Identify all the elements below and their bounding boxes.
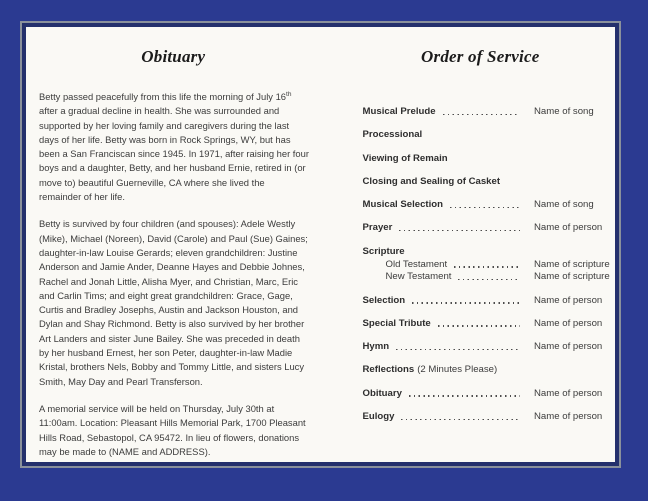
order-of-service-page	[321, 27, 616, 462]
page-border-frame	[20, 21, 621, 468]
dotted-leader	[443, 114, 520, 116]
dotted-leader	[399, 230, 520, 232]
service-item-label: Eulogy	[362, 411, 395, 423]
service-item-note: (2 Minutes Please)	[417, 364, 498, 376]
service-item-value: Name of person	[534, 294, 603, 306]
service-row-musical-selection	[363, 199, 599, 210]
service-row-musical-prelude	[363, 106, 599, 117]
service-row-processional	[363, 129, 599, 140]
service-item-label: Reflections	[362, 364, 415, 376]
service-subrow-new-testament	[385, 271, 610, 283]
order-of-service-list	[362, 106, 610, 423]
service-item-value: Name of person	[534, 387, 603, 399]
service-item-value: Name of person	[534, 222, 603, 234]
service-row-selection	[362, 294, 603, 306]
service-item-value: Name of song	[534, 106, 594, 117]
service-subrow-old-testament	[385, 258, 610, 270]
obituary-body	[39, 90, 309, 459]
service-item-label: Scripture	[362, 245, 405, 257]
service-item-label: Obituary	[362, 387, 402, 399]
dotted-leader	[438, 325, 520, 327]
service-row-viewing-of-remain	[363, 153, 599, 164]
service-item-value: Name of person	[534, 317, 603, 329]
service-row-eulogy	[362, 411, 603, 423]
dotted-leader	[458, 279, 520, 281]
service-item-label: Closing and Sealing of Casket	[362, 175, 501, 187]
service-item-label: Hymn	[362, 341, 390, 353]
service-row-hymn	[362, 341, 603, 353]
service-subitem-label: Old Testament	[385, 258, 448, 270]
obituary-page	[26, 27, 321, 462]
service-row-obituary	[362, 387, 603, 399]
obituary-paragraph-1	[39, 90, 309, 204]
obituary-title: Obituary	[141, 47, 206, 66]
service-row-scripture	[363, 246, 599, 257]
service-item-label: Special Tribute	[362, 317, 431, 329]
obituary-p1-text: Betty passed peacefully from this life the morning of July 16	[39, 91, 287, 102]
dotted-leader	[396, 349, 520, 351]
service-item-value: Name of person	[534, 341, 603, 353]
obituary-paragraph-3: A memorial service will be held on Thursday, July 30th at 11:00am. Location: Pleasant Hills Memorial Park, 1700 Pleasant Hills Road, Sebastopol, CA 95472. In lieu of flowers, donations may be made to (NAME and ADDRESS).	[39, 402, 306, 457]
service-row-closing-and-sealing	[363, 176, 599, 187]
dotted-leader	[401, 419, 520, 421]
service-item-label: Processional	[362, 129, 423, 141]
service-subitem-label: New Testament	[385, 271, 452, 283]
service-item-label: Selection	[362, 294, 406, 306]
service-row-prayer	[362, 222, 603, 234]
dotted-leader	[450, 207, 520, 209]
obituary-paragraph-2: Betty is survived by four children (and spouses): Adele Westly (Mike), Michael (Noreen), David (Carole) and Paul (Sue) Gaines; daughter-in-law Louise Gerards; eleven grandchildren: Justine Anderson and Jamie Ander, Deanne Hayes and Debbie Johnes, Rachel and Jonah Little, Alisha Myer, and Christian, Marc, Eric and Carlin Tims; and eight great grandchildren: Grace, Gage, Curtis and Bradley Josephs, Austin and Jackson Houston, and Dylan and Shay Richmond. Betty is also survived by her brother Art Landers and sister June Bailey. She was preceded in death by her husband Ernest, her son Peter, daughter-in-law Madie Kristal, brothers Nels, Bobby and Tommy Little, and sisters Lucy Smith, May Day and Pearl Transferson.	[39, 218, 308, 387]
service-row-reflections	[363, 364, 599, 375]
ordinal-superscript: th	[286, 90, 292, 98]
service-item-label: Viewing of Remain	[362, 152, 448, 164]
service-row-special-tribute	[362, 317, 603, 329]
service-item-label: Musical Selection	[362, 199, 444, 211]
service-item-label: Musical Prelude	[362, 106, 436, 117]
service-item-label: Prayer	[362, 222, 393, 234]
obituary-p1-text-cont: after a gradual decline in health. She was surrounded and supported by her loving family and caregivers during the last days of her life. Betty was born in Rock Springs, WY, but has been a San Franciscan since 1945. In 1971, after raising her four boys and a daughter, Betty, and her husband Ernie, retired in (or move to) beautiful Guerneville, CA where she lived the remainder of her life.	[39, 105, 309, 203]
dotted-leader	[454, 266, 520, 268]
service-subitem-value: Name of scripture	[534, 271, 610, 283]
order-of-service-title: Order of Service	[421, 47, 540, 66]
service-subitem-value: Name of scripture	[534, 258, 610, 270]
service-item-value: Name of song	[534, 199, 594, 211]
dotted-leader	[409, 395, 520, 397]
program-sheet	[26, 27, 615, 462]
service-item-value: Name of person	[534, 411, 603, 423]
dotted-leader	[412, 302, 520, 304]
